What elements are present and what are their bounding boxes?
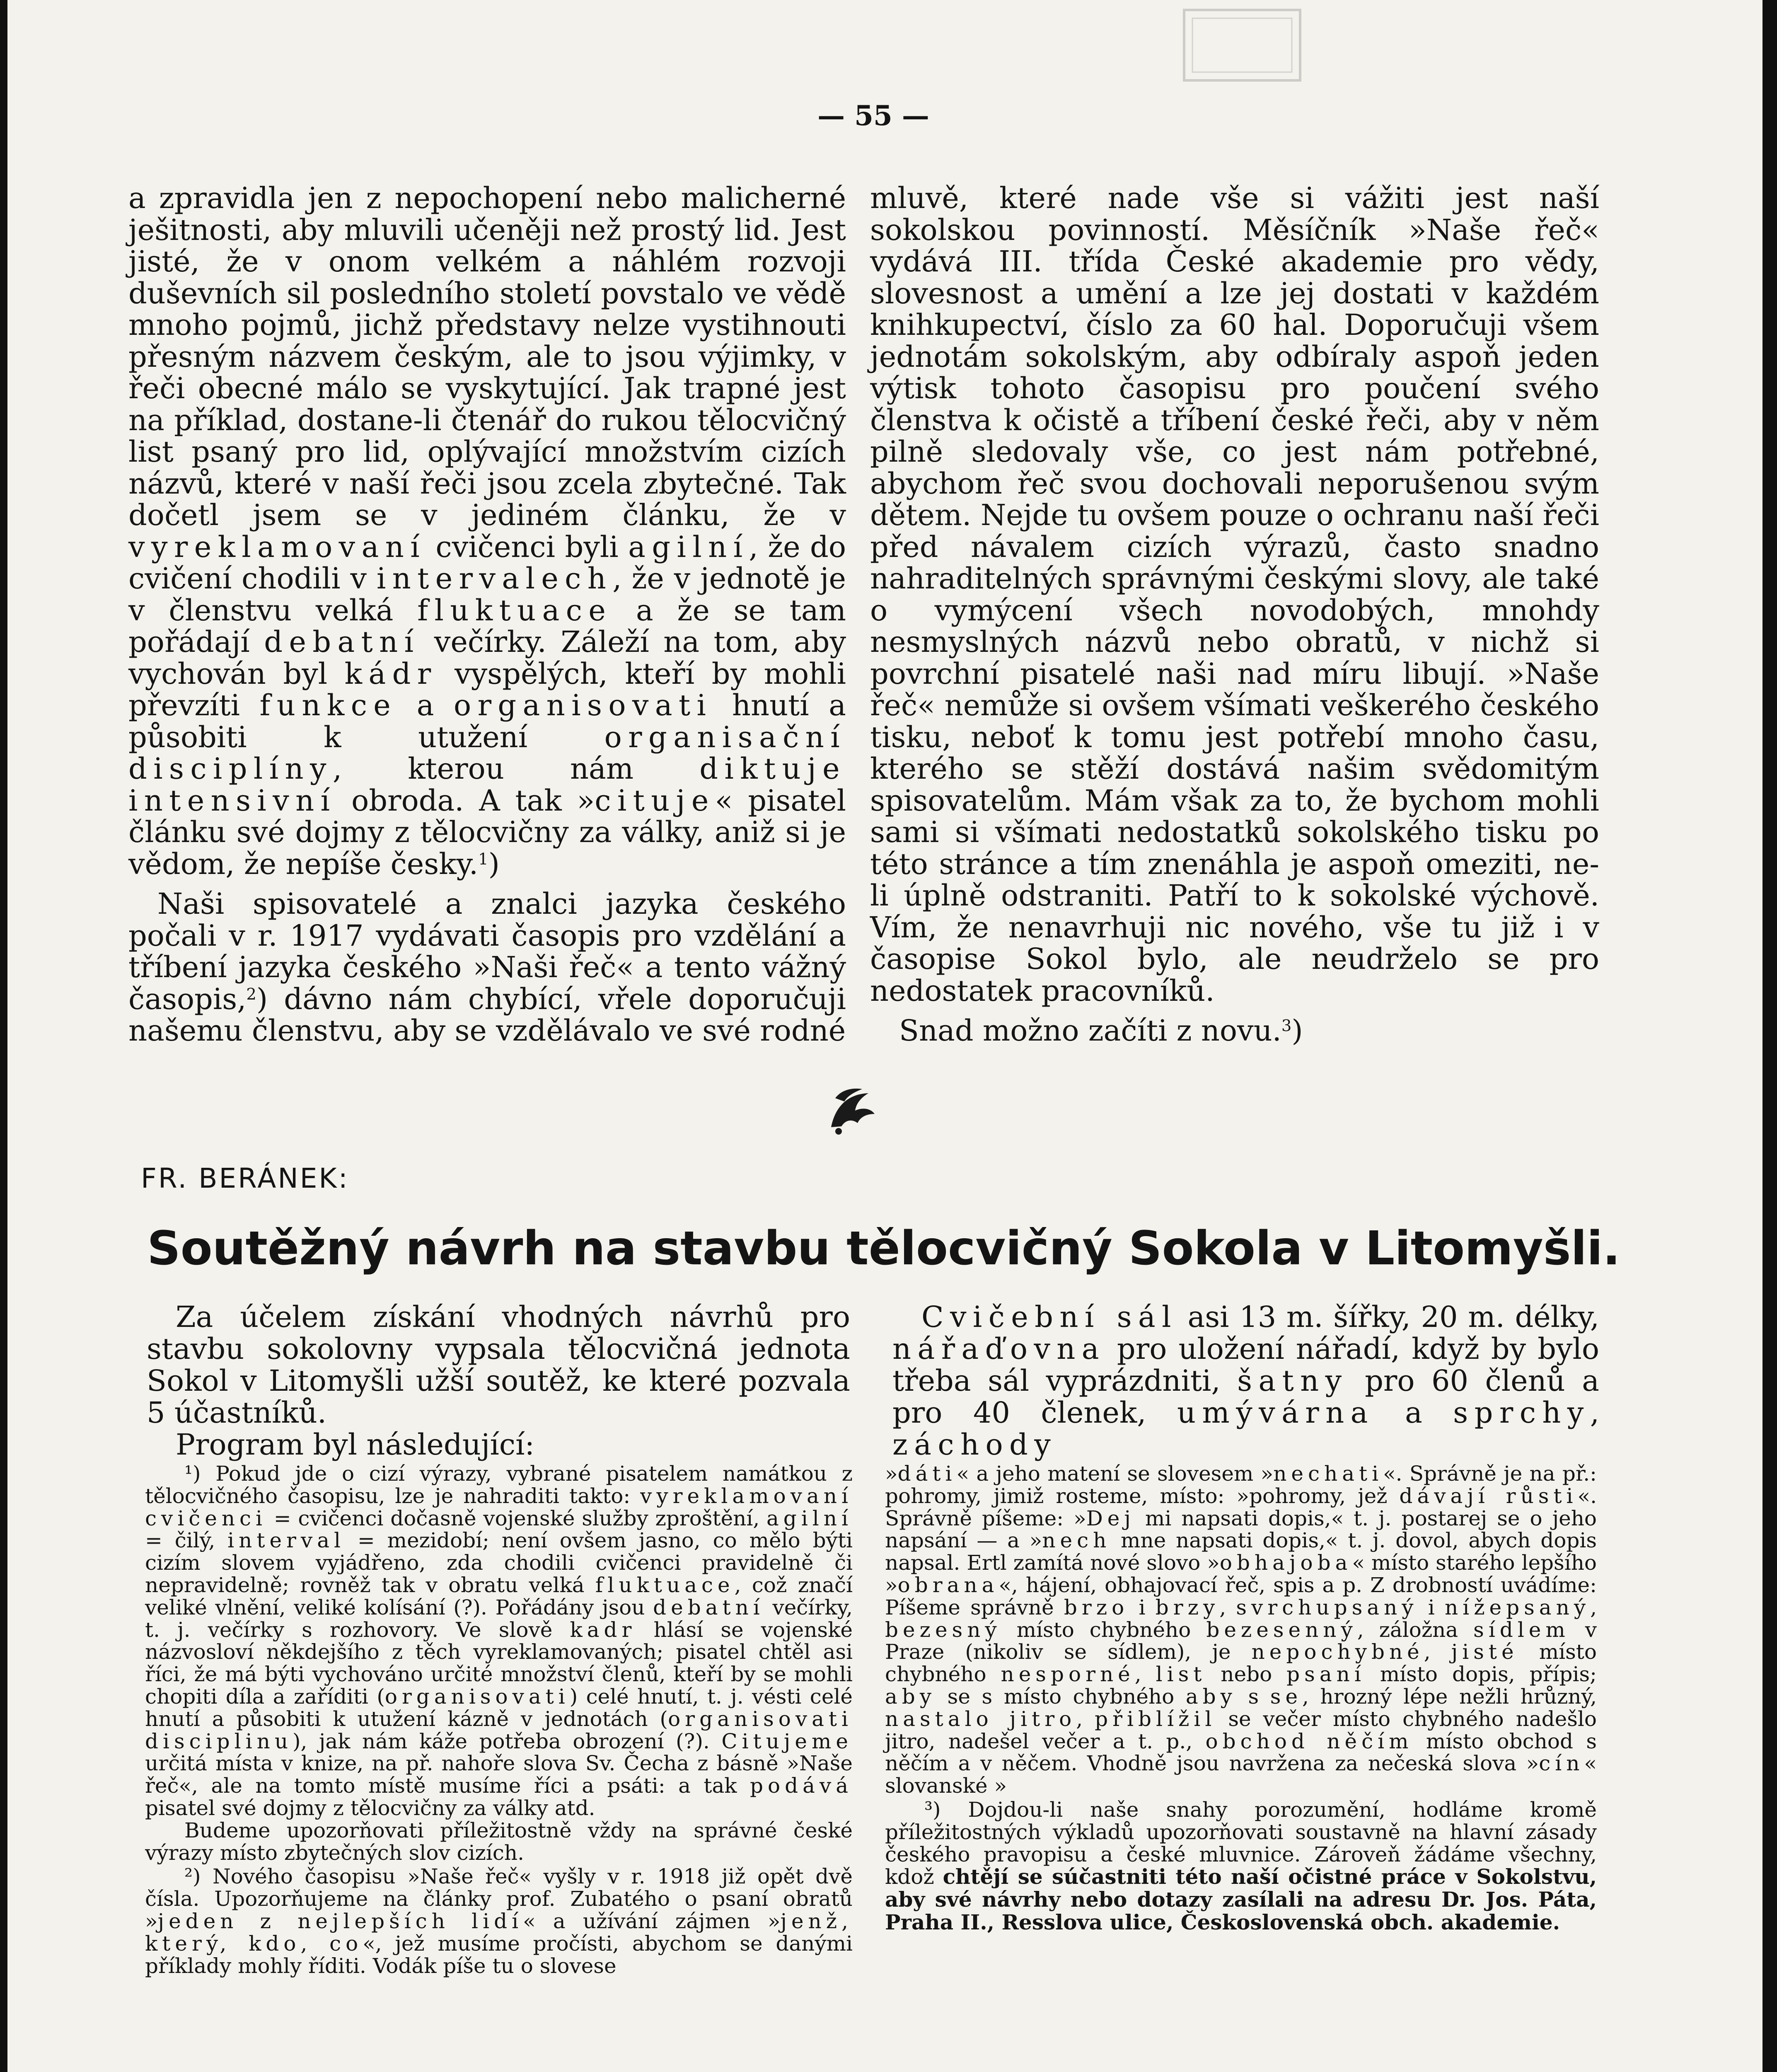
page-number: — 55 — (817, 99, 929, 132)
footnote-3: ³) Dojdou-li naše snahy porozumění, hodláme kromě příležitostných výkladů upozorňovati soustavně na hlavní zásady českého pravopisu a české mluvnice. Zároveň žádáme všechny, kdož chtějí se súčastniti této naší očistné práce v Sokolstvu, aby své návrhy nebo dotazy zasílali na adresu Dr. Jos. Páta, Praha II., Resslova ulice, Československá obch. akademie. (885, 1797, 1597, 1934)
paragraph: Snad možno začíti z novu.$^3$) (899, 1014, 1303, 1048)
article-title: Soutěžný návrh na stavbu tělocvičný Sokola v Litomyšli. (147, 1222, 1620, 1276)
paragraph: Cvičební sál asi 13 m. šířky, 20 m. délky, nářaďovna pro uložení nářadí, když by bylo třeba sál vyprázdniti, šatny pro 60 členů a pro 40 členek, umývárna a sprchy, záchody (892, 1300, 1600, 1462)
article1-column-left (128, 182, 846, 1047)
footnote-note: Budeme upozorňovati příležitostně vždy na správné české výrazy místo zbytečných slov cizích. (145, 1818, 853, 1865)
author-byline: FR. BERÁNEK: (141, 1162, 349, 1194)
decorative-vignette-icon (823, 1082, 881, 1140)
footnote-2: ²) Nového časopisu »Naše řeč« vyšly v r. 1918 již opět dvě čísla. Upozorňujeme na články prof. Zubatého o psaní obratů »jeden z nejlepších lidí« a užívání zájmen »jenž, který, kdo, co«, jež musíme pročísti, abychom se danými příklady mohly říditi. Vodák píše tu o slovese (145, 1864, 853, 1978)
paragraph: Naši spisovatelé a znalci jazyka českého počali v r. 1917 vydávati časopis pro vzdělání a tříbení jazyka českého »Naši řeč« a tento vážný časopis,$^2$) dávno nám chybící, vřele doporučuji našemu členstvu, aby se vzdělávalo ve své rodné (128, 887, 846, 1048)
document-page (7, 0, 1762, 2072)
article1-column-right (870, 182, 1599, 1047)
paragraph: Za účelem získání vhodných návrhů pro stavbu sokolovny vypsala tělocvičná jednota Sokol v Litomyšli užší soutěž, ke které pozvala 5 účastníků. (147, 1300, 850, 1430)
library-stamp-icon (1180, 6, 1304, 85)
paragraph: a zpravidla jen z nepochopení nebo malicherné ješitnosti, aby mluvili učeněji než prostý lid. Jest jisté, že v onom velkém a náhlém rozvoji duševních sil posledního století povstalo ve vědě mnoho pojmů, jichž představy nelze vystihnouti přesným názvem českým, ale to jsou výjimky, v řeči obecné málo se vyskytující. Jak trapné jest na příklad, dostane-li čtenář do rukou tělocvičný list psaný pro lid, oplývající množstvím cizích názvů, které v naší řeči jsou zcela zbytečné. Tak dočetl jsem se v jediném článku, že v vyreklamovaní cvičenci byli agilní, že do cvičení chodili v intervalech, že v jednotě je v členstvu velká fluktuace a že se tam pořádají debatní večírky. Záleží na tom, aby vychován byl kádr vyspělých, kteří by mohli převzíti funkce a organisovati hnutí a působiti k utužení organisační disciplíny, kterou nám diktuje intensivní obroda. A tak »cituje« pisatel článku své dojmy z tělocvičny za války, aniž si je vědom, že nepíše česky.$^1$) (128, 181, 846, 881)
paragraph: Program byl následující: (176, 1428, 535, 1462)
article2-column-left (147, 1301, 850, 1461)
paragraph: mluvě, které nade vše si vážiti jest naší sokolskou povinností. Měsíčník »Naše řeč« vydává III. třída České akademie pro vědy, slovesnost a umění a lze jej dostati v každém knihkupectví, číslo za 60 hal. Doporučuji všem jednotám sokolským, aby odbíraly aspoň jeden výtisk tohoto časopisu pro poučení svého členstva k očistě a tříbení české řeči, aby v něm pilně sledovaly vše, co jest nám potřebné, abychom řeč svou dochovali neporušenou svým dětem. Nejde tu ovšem pouze o ochranu naší řeči před návalem cizích výrazů, často snadno nahraditelných správnými českými slovy, ale také o vymýcení všech novodobých, mnohdy nesmyslných názvů nebo obratů, v nichž si povrchní pisatelé naši nad míru libují. »Naše řeč« nemůže si ovšem všímati veškerého českého tisku, neboť k tomu jest potřebí mnoho času, kterého se stěží dostává našim svědomitým spisovatelům. Mám však za to, že bychom mohli sami si všímati nedostatků sokolského tisku po této stránce a tím znenáhla je aspoň omeziti, ne-li úplně odstraniti. Patří to k sokolské výchově. Vím, že nenavrhuji nic nového, vše tu již i v časopise Sokol bylo, ale neudrželo se pro nedostatek pracovníků. (870, 181, 1599, 1008)
footnotes-left (145, 1463, 853, 1977)
article2-column-right (892, 1301, 1599, 1461)
footnotes-right (885, 1463, 1597, 1934)
footnote-2-continued: »dáti« a jeho matení se slovesem »nechati«. Správně je na př.: pohromy, jimiž rosteme, místo: »pohromy, jež dávají růsti«. Správně píšeme: »Dej mi napsati dopis,« t. j. postarej se o jeho napsání — a »nech mne napsati dopis,« t. j. dovol, abych dopis napsal. Ertl zamítá nové slovo »obhajoba« místo starého lepšího »obrana«, hájení, obhajovací řeč, spis a p. Z drobností uvádíme: Píšeme správně brzo i brzy, svrchupsaný i nížepsaný, bezesný místo chybného bezesenný, záložna sídlem v Praze (nikoliv se sídlem), je nepochybné, jisté místo chybného nesporné, list nebo psaní místo dopis, přípis; aby se s místo chybného aby s se, hrozný lépe nežli hrůzný, nastalo jitro, přiblížil se večer místo chybného nadešlo jitro, nadešel večer a t. p., obchod něčím místo obchod s něčím a v něčem. Vhodně jsou navržena za nečeská slova »cín« slovanské » (885, 1462, 1597, 1798)
footnote-1: ¹) Pokud jde o cizí výrazy, vybrané pisatelem namátkou z tělocvičného časopisu, lze je nahraditi takto: vyreklamovaní cvičenci = cvičenci dočasně vojenské služby zproštění, agilní = čilý, interval = mezidobí; není ovšem jasno, co mělo býti cizím slovem vyjádřeno, zda chodili cvičenci pravidelně či nepravidelně; rovněž tak v obratu velká fluktuace, což značí veliké vlnění, veliké kolísání (?). Pořádány jsou debatní večírky, t. j. večírky s rozhovory. Ve slově kadr hlásí se vojenské názvosloví někdejšího z těch vyreklamovaných; pisatel chtěl asi říci, že má býti vychováno určité množství členů, kteří by se mohli chopiti díla a zaříditi (organisovati) celé hnutí, t. j. vésti celé hnutí a působiti k utužení kázně v jednotách (organisovati disciplinu), jak nám káže potřeba obrození (?). Citujeme určitá místa v knize, na př. nahoře slova Sv. Čecha z básně »Naše řeč«, ale na tomto místě musíme říci a psáti: a tak podává pisatel své dojmy z tělocvičny za války atd. (145, 1462, 853, 1820)
